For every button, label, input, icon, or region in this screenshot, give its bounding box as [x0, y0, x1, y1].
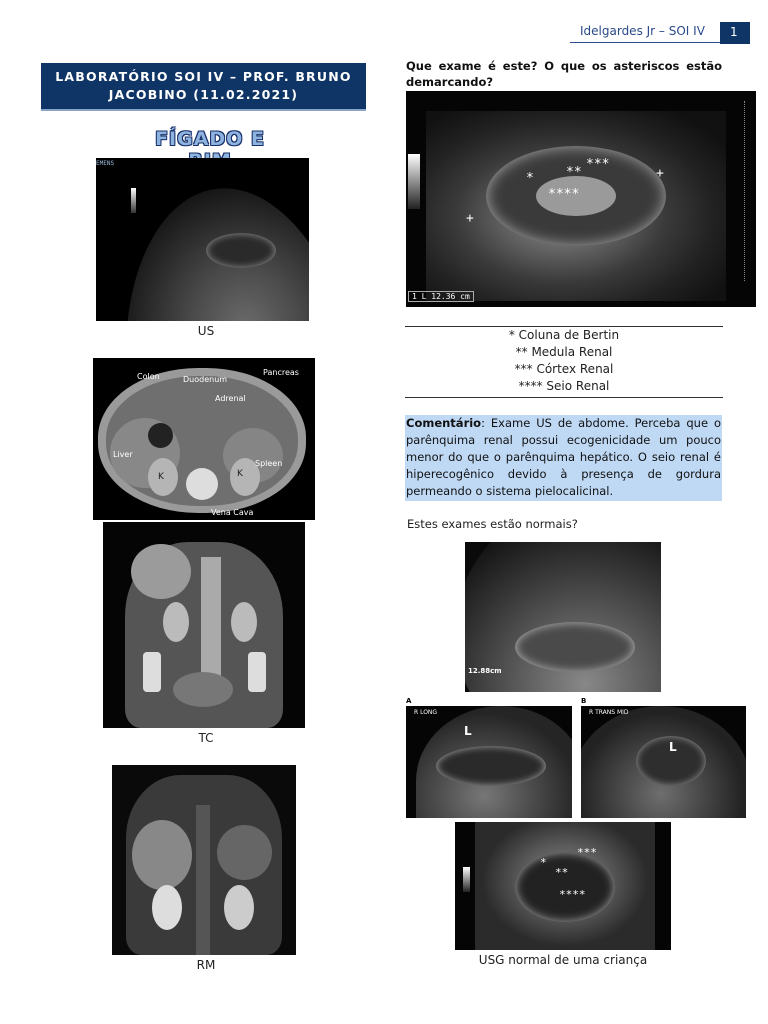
- us-scale-bar: [131, 188, 136, 213]
- us-mark-2: **: [566, 165, 582, 180]
- ct-coronal-image: [103, 522, 305, 728]
- child-us-image: [455, 822, 671, 950]
- ct-label-k-right: K: [237, 469, 243, 479]
- comment-text: : Exame US de abdome. Perceba que o parênquima renal possui ecogenicidade um pouco menor do que o parênquima hepático. O seio renal é hiperecogênico devido à presença de gordura permeando o sistema pielocalicinal.: [406, 416, 721, 498]
- liver-us-image: [96, 158, 309, 321]
- ct-label-spleen: Spleen: [255, 459, 283, 468]
- child-mark-1: *: [540, 856, 547, 869]
- us-measure: 1 L 12.36 cm: [408, 291, 474, 302]
- panel-a-tag: R LONG: [414, 709, 438, 716]
- ct-label-liver: Liver: [113, 450, 133, 459]
- child-mark-2: **: [555, 866, 569, 879]
- us-caption: US: [197, 324, 215, 338]
- us-brand: EMENS: [96, 160, 115, 167]
- ct-axial-image: [93, 358, 315, 520]
- legend-item-2: ** Medula Renal: [515, 345, 613, 359]
- ct-label-adrenal: Adrenal: [215, 394, 246, 403]
- ct-label-pancreas: Pancreas: [263, 368, 299, 377]
- comment-box: [405, 415, 722, 501]
- normal-question: Estes exames estão normais?: [407, 517, 578, 531]
- page-header: [560, 22, 750, 44]
- tc-caption: TC: [198, 731, 214, 745]
- legend-item-3: *** Córtex Renal: [514, 362, 614, 376]
- us-caliper-left: +: [466, 211, 474, 226]
- ct-label-k-left: K: [158, 472, 164, 482]
- normal-us-measure: 12.88cm: [468, 667, 502, 675]
- panel-b-l: L: [669, 740, 677, 754]
- us-mark-1: *: [526, 171, 534, 186]
- section-title: FÍGADO E: [155, 128, 265, 150]
- panel-b-us-image: [581, 706, 746, 818]
- panel-a-l: L: [464, 724, 472, 738]
- child-mark-3: ***: [577, 846, 597, 859]
- ct-label-colon: Colon: [137, 372, 160, 381]
- panel-b-letter: B: [581, 697, 587, 705]
- us-mark-3: ***: [586, 157, 610, 172]
- panel-b-tag: R TRANS MID: [589, 709, 629, 716]
- us-kidney-shape: [206, 233, 276, 268]
- title-text: LABORATÓRIO SOI IV – PROF. BRUNO JACOBINO (11.02.2021): [55, 69, 352, 102]
- us-caliper-right: +: [656, 166, 664, 181]
- normal-us-image: [465, 542, 661, 692]
- panel-a-letter: A: [406, 697, 412, 705]
- rm-caption: RM: [196, 958, 216, 972]
- page-number: 1: [730, 25, 738, 39]
- us-mark-4: ****: [548, 187, 580, 202]
- child-caption: USG normal de uma criança: [478, 953, 648, 967]
- comment-label: Comentário: [406, 416, 482, 430]
- legend: [405, 327, 723, 395]
- legend-rule-bottom: [405, 397, 723, 398]
- question-text: Que exame é este? O que os asteriscos estão demarcando?: [406, 59, 722, 89]
- panel-a-us-image: [406, 706, 572, 818]
- ct-label-duodenum: Duodenum: [183, 375, 228, 384]
- mri-coronal-image: [112, 765, 296, 955]
- header-rule: [570, 42, 720, 43]
- legend-item-4: **** Seio Renal: [518, 379, 610, 393]
- legend-item-1: * Coluna de Bertin: [508, 328, 620, 342]
- page-number-box: [720, 22, 750, 44]
- title-box: [41, 63, 366, 111]
- header-author: Idelgardes Jr – SOI IV: [580, 24, 705, 38]
- ct-body-outline: [98, 368, 306, 513]
- child-mark-4: ****: [559, 888, 586, 901]
- ct-label-vena-cava: Vena Cava: [211, 508, 254, 517]
- kidney-us-image: [406, 91, 756, 307]
